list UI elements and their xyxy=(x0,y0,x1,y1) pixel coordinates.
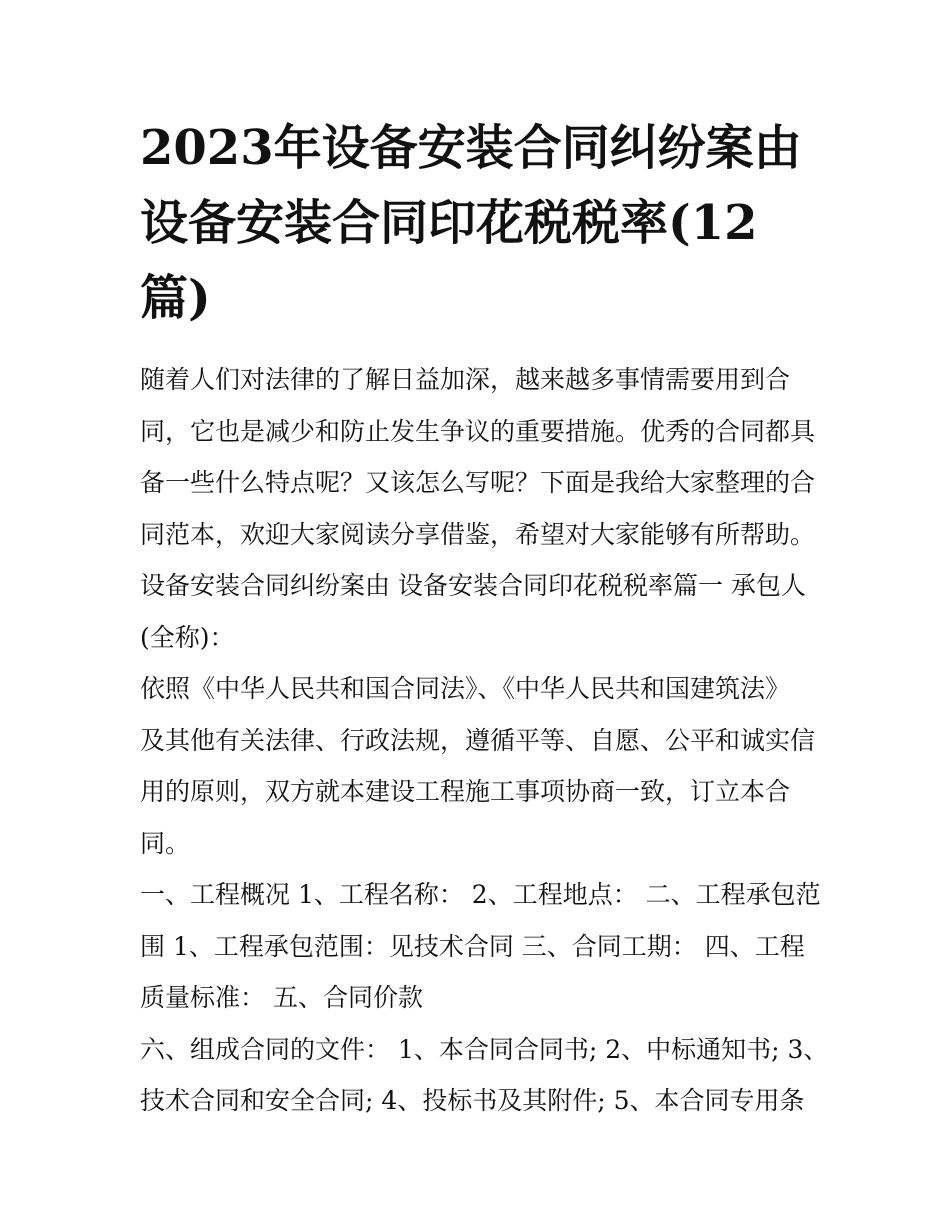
body-line: 同范本，欢迎大家阅读分享借鉴，希望对大家能够有所帮助。 xyxy=(140,519,816,549)
body-line: 随着人们对法律的了解日益加深，越来越多事情需要用到合 xyxy=(140,365,791,394)
body-line: 备一些什么特点呢？又该怎么写呢？下面是我给大家整理的合 xyxy=(140,468,816,497)
body-line: 围 1、工程承包范围：见技术合同 三、合同工期： 四、工程 xyxy=(140,931,805,961)
document-title xyxy=(140,111,830,336)
title-line: 2023年设备安装合同纠纷案由 xyxy=(140,120,802,176)
title-line: 设备安装合同印花税税率(12 xyxy=(140,195,758,251)
body-line: 依照《中华人民共和国合同法》、《中华人民共和国建筑法》 xyxy=(140,674,791,703)
body-line: 质量标准： 五、合同价款 xyxy=(140,983,423,1012)
body-line: (全称)： xyxy=(140,622,235,652)
body-line: 技术合同和安全合同; 4、投标书及其附件; 5、本合同专用条 xyxy=(140,1086,805,1115)
body-line: 用的原则，双方就本建设工程施工事项协商一致，订立本合 xyxy=(140,777,791,806)
body-line: 一、工程概况 1、工程名称： 2、工程地点： 二、工程承包范 xyxy=(140,880,821,909)
body-line: 同。 xyxy=(140,828,191,858)
body-line: 六、组成合同的文件： 1、本合同合同书; 2、中标通知书; 3、 xyxy=(140,1034,829,1064)
document-body xyxy=(140,354,830,1127)
body-line: 设备安装合同纠纷案由 设备安装合同印花税税率篇一 承包人 xyxy=(140,571,806,600)
title-line: 篇) xyxy=(140,270,211,326)
body-line: 及其他有关法律、行政法规，遵循平等、自愿、公平和诚实信 xyxy=(140,725,816,755)
body-line: 同，它也是减少和防止发生争议的重要措施。优秀的合同都具 xyxy=(140,416,816,446)
